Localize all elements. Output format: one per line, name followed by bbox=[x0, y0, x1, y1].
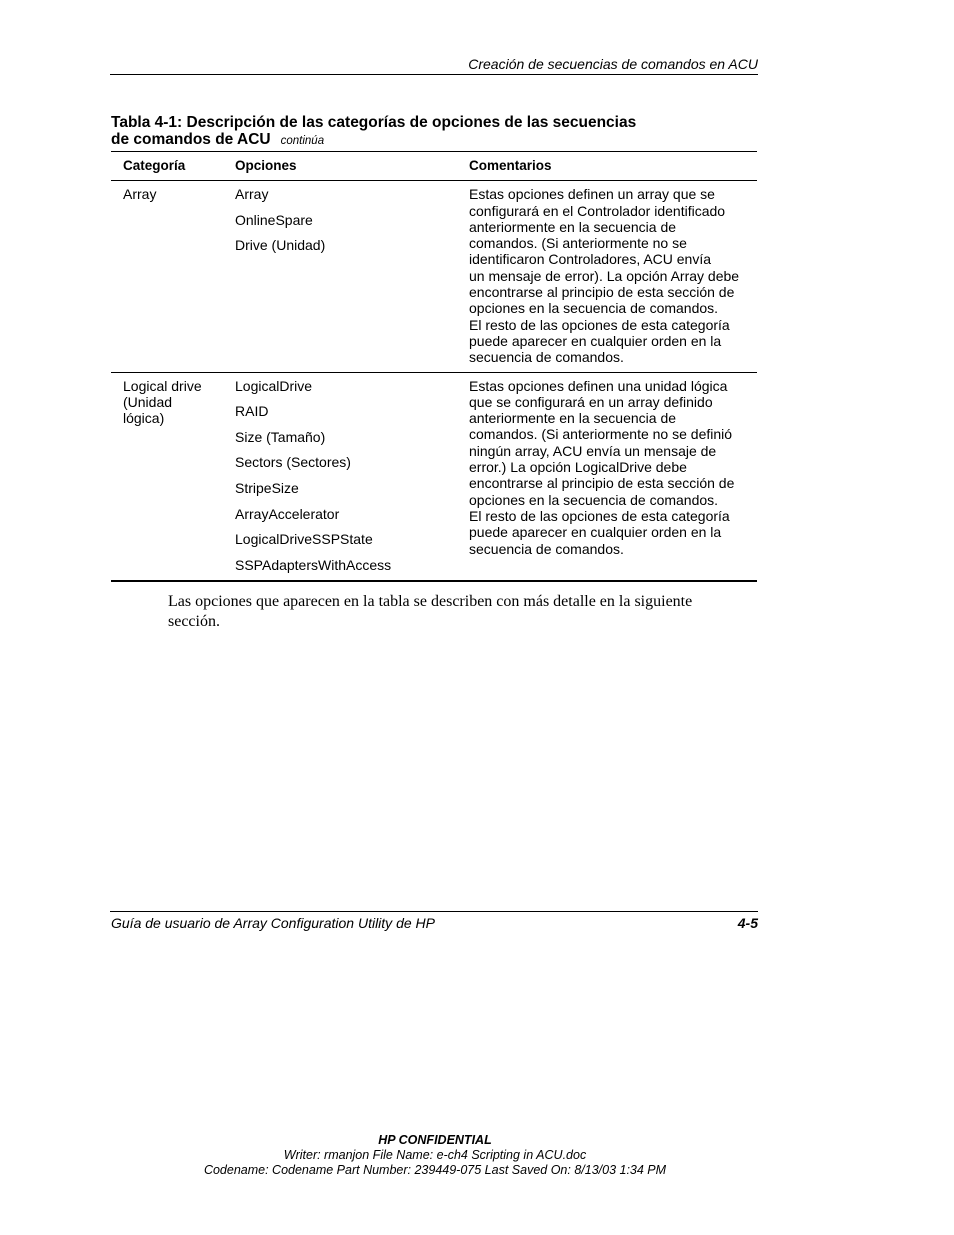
comment-line: anteriormente en la secuencia de bbox=[469, 410, 677, 427]
option-item: ArrayAccelerator bbox=[235, 505, 340, 522]
category-cell bbox=[111, 181, 223, 372]
category-line: Array bbox=[123, 186, 157, 203]
comment-line: Estas opciones definen una unidad lógica bbox=[469, 377, 728, 394]
column-header-comments: Comentarios bbox=[457, 152, 757, 181]
options-cell bbox=[223, 181, 457, 372]
comment-line: puede aparecer en cualquier orden en la bbox=[469, 332, 722, 349]
comment-line: identificaron Controladores, ACU envía bbox=[469, 251, 712, 268]
table-row bbox=[111, 181, 757, 372]
comment-cell bbox=[457, 372, 757, 581]
comment-line: anteriormente en la secuencia de bbox=[469, 218, 677, 235]
comment-line: comandos. (Si anteriormente no se definió bbox=[469, 426, 733, 443]
table-caption bbox=[111, 114, 731, 150]
options-cell bbox=[223, 372, 457, 581]
header-rule bbox=[110, 74, 758, 75]
comment-line: ningún array, ACU envía un mensaje de bbox=[469, 442, 717, 459]
body-paragraph-line-2: sección. bbox=[168, 612, 220, 630]
option-item: Array bbox=[235, 186, 269, 203]
comment-line: puede aparecer en cualquier orden en la bbox=[469, 524, 722, 541]
comment-line: Estas opciones definen un array que se bbox=[469, 186, 715, 203]
comment-line: error.) La opción LogicalDrive debe bbox=[469, 459, 687, 476]
footer-rule bbox=[110, 911, 758, 912]
comment-cell bbox=[457, 181, 757, 372]
comment-line: secuencia de comandos. bbox=[469, 540, 624, 557]
page-header-title: Creación de secuencias de comandos en ACU bbox=[468, 56, 758, 72]
comment-line: secuencia de comandos. bbox=[469, 349, 624, 366]
body-paragraph-line-1: Las opciones que aparecen en la tabla se describen con más detalle en la siguiente bbox=[168, 593, 693, 610]
option-item: LogicalDrive bbox=[235, 377, 313, 394]
comment-line: opciones en la secuencia de comandos. bbox=[469, 300, 719, 317]
table-row bbox=[111, 372, 757, 581]
column-header-category: Categoría bbox=[111, 152, 223, 181]
footer-document-title: Guía de usuario de Array Configuration Utility de HP bbox=[111, 915, 435, 931]
table-caption-line-2 bbox=[111, 131, 731, 150]
table-header-row bbox=[111, 152, 757, 181]
table-caption-continued: continúa bbox=[280, 135, 325, 147]
option-item: RAID bbox=[235, 403, 269, 420]
option-item: OnlineSpare bbox=[235, 211, 313, 228]
category-line: (Unidad bbox=[123, 393, 173, 410]
confidential-label: HP CONFIDENTIAL bbox=[378, 1133, 492, 1147]
category-line: Logical drive bbox=[123, 377, 202, 394]
comment-line: El resto de las opciones de esta categoría bbox=[469, 507, 730, 524]
option-item: Size (Tamaño) bbox=[235, 428, 326, 445]
comment-line: encontrarse al principio de esta sección de bbox=[469, 475, 735, 492]
option-item: Drive (Unidad) bbox=[235, 237, 326, 254]
confidential-writer-line: Writer: rmanjon File Name: e-ch4 Scripting in ACU.doc bbox=[283, 1148, 587, 1162]
option-item: StripeSize bbox=[235, 479, 299, 496]
comment-line: un mensaje de error). La opción Array debe bbox=[469, 267, 740, 284]
footer-page-number: 4-5 bbox=[737, 915, 758, 931]
option-item: LogicalDriveSSPState bbox=[235, 531, 373, 548]
options-table bbox=[111, 151, 757, 582]
category-cell bbox=[111, 372, 223, 581]
table-caption-line-2-text: de comandos de ACU bbox=[111, 131, 271, 148]
comment-line: que se configurará en un array definido bbox=[469, 393, 713, 410]
column-header-options: Opciones bbox=[223, 152, 457, 181]
option-item: Sectors (Sectores) bbox=[235, 454, 351, 471]
confidential-block bbox=[0, 1133, 870, 1178]
comment-line: encontrarse al principio de esta sección de bbox=[469, 284, 735, 301]
body-paragraph bbox=[168, 592, 748, 631]
comment-line: El resto de las opciones de esta categoría bbox=[469, 316, 730, 333]
category-line: lógica) bbox=[123, 410, 165, 427]
table-caption-line-1: Tabla 4-1: Descripción de las categorías de opciones de las secuencias bbox=[111, 114, 637, 131]
comment-line: configurará en el Controlador identificado bbox=[469, 202, 726, 219]
comment-line: comandos. (Si anteriormente no se bbox=[469, 235, 687, 252]
option-item: SSPAdaptersWithAccess bbox=[235, 556, 392, 573]
confidential-codename-line: Codename: Codename Part Number: 239449-075 Last Saved On: 8/13/03 1:34 PM bbox=[203, 1163, 667, 1177]
comment-line: opciones en la secuencia de comandos. bbox=[469, 491, 719, 508]
